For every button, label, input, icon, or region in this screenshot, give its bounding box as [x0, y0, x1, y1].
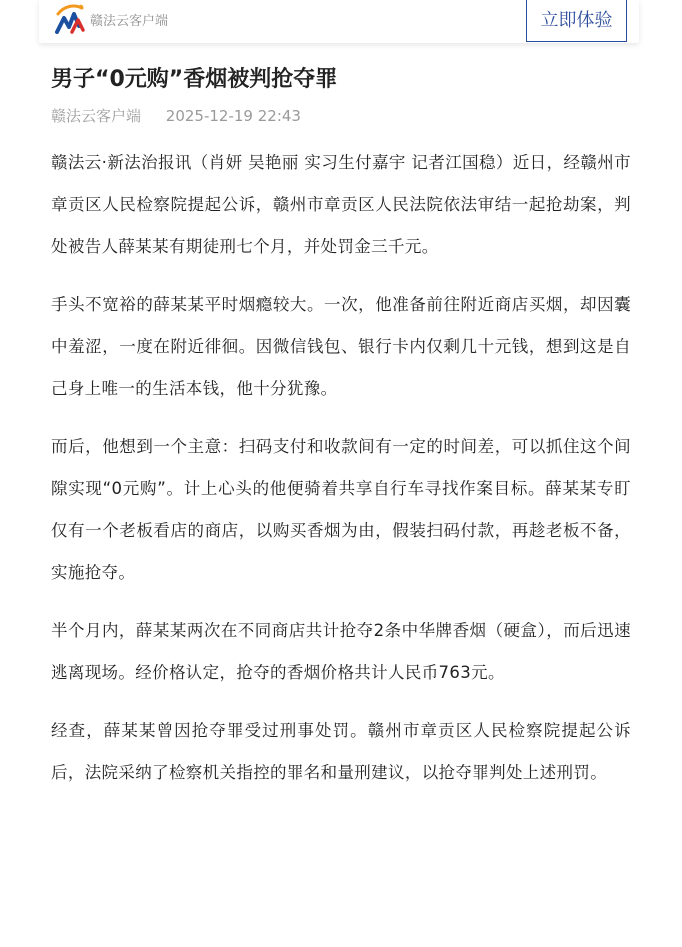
article-paragraph: 半个月内，薛某某两次在不同商店共计抢夺2条中华牌香烟（硬盒），而后迅速逃离现场。经价格认定，抢夺的香烟价格共计人民币763元。: [51, 621, 631, 682]
app-name: 赣法云客户端: [90, 14, 169, 29]
try-now-button[interactable]: 立即体验: [526, 0, 627, 42]
article: [51, 62, 631, 810]
article-date: 2025-12-19 22:43: [165, 107, 301, 125]
app-download-banner: [39, 0, 639, 43]
article-paragraph: 经查，薛某某曾因抢夺罪受过刑事处罚。赣州市章贡区人民检察院提起公诉后，法院采纳了检察机关指控的罪名和量刑建议，以抢夺罪判处上述刑罚。: [51, 721, 631, 782]
article-paragraph: 而后，他想到一个主意：扫码支付和收款间有一定的时间差，可以抓住这个间隙实现“0元购”。计上心头的他便骑着共享自行车寻找作案目标。薛某某专盯仅有一个老板看店的商店，以购买香烟为由，假装扫码付款，再趁老板不备，实施抢夺。: [51, 437, 631, 582]
article-source: 赣法云客户端: [51, 107, 142, 125]
article-paragraph: 赣法云·新法治报讯（肖妍 吴艳丽 实习生付嘉宇 记者江国稳）近日，经赣州市章贡区人民检察院提起公诉，赣州市章贡区人民法院依法审结一起抢劫案，判处被告人薛某某有期徒刑七个月，并处罚金三千元。: [51, 153, 631, 256]
article-title: 男子“0元购”香烟被判抢夺罪: [51, 67, 338, 92]
ganfayun-logo-icon: [54, 2, 86, 34]
article-body: [51, 142, 631, 794]
article-paragraph: 手头不宽裕的薛某某平时烟瘾较大。一次，他准备前往附近商店买烟，却因囊中羞涩，一度在附近徘徊。因微信钱包、银行卡内仅剩几十元钱，想到这是自己身上唯一的生活本钱，他十分犹豫。: [51, 295, 631, 398]
article-meta: [51, 104, 631, 128]
